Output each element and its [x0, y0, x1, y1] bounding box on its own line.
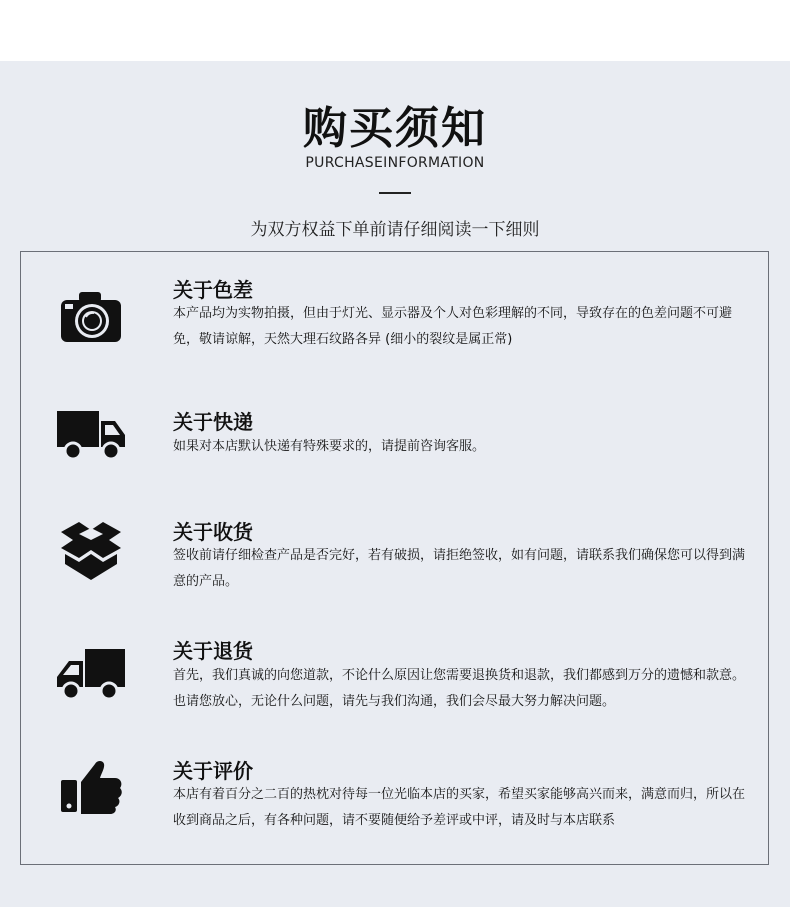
notice-box: [20, 251, 769, 865]
camera-icon: [55, 282, 127, 354]
page-subtitle: PURCHASEINFORMATION: [305, 155, 485, 171]
item-title: 关于退货: [173, 639, 253, 663]
item-text: 如果对本店默认快递有特殊要求的，请提前咨询客服。: [173, 439, 486, 454]
item-title: 关于收货: [173, 520, 253, 544]
open-box-icon: [55, 514, 127, 586]
item-title: 关于快递: [173, 410, 253, 434]
thumbs-up-icon: [55, 752, 127, 824]
page-title: 购买须知: [303, 103, 487, 154]
page-tagline: 为双方权益下单前请仔细阅读一下细则: [250, 220, 540, 240]
item-text: 签收前请仔细检查产品是否完好，若有破损，请拒绝签收，如有问题，请联系我们确保您可以得到满意的产品。: [173, 548, 746, 589]
item-text: 本店有着百分之二百的热枕对待每一位光临本店的买家，希望买家能够高兴而来，满意而归，所以在收到商品之后，有各种问题，请不要随便给予差评或中评，请及时与本店联系: [173, 787, 746, 828]
item-text: 首先，我们真诚的向您道款，不论什么原因让您需要退换货和退款，我们都感到万分的遗憾和款意。也请您放心，无论什么问题，请先与我们沟通，我们会尽最大努力解决问题。: [173, 668, 746, 709]
return-truck-icon: [55, 639, 127, 711]
title-divider: [379, 192, 411, 194]
item-title: 关于评价: [173, 759, 253, 783]
item-title: 关于色差: [173, 278, 253, 302]
item-text: 本产品均为实物拍摄，但由于灯光、显示器及个人对色彩理解的不同，导致存在的色差问题不可避免，敬请谅解，天然大理石纹路各异 (细小的裂纹是属正常): [173, 306, 733, 347]
delivery-truck-icon: [55, 397, 127, 469]
